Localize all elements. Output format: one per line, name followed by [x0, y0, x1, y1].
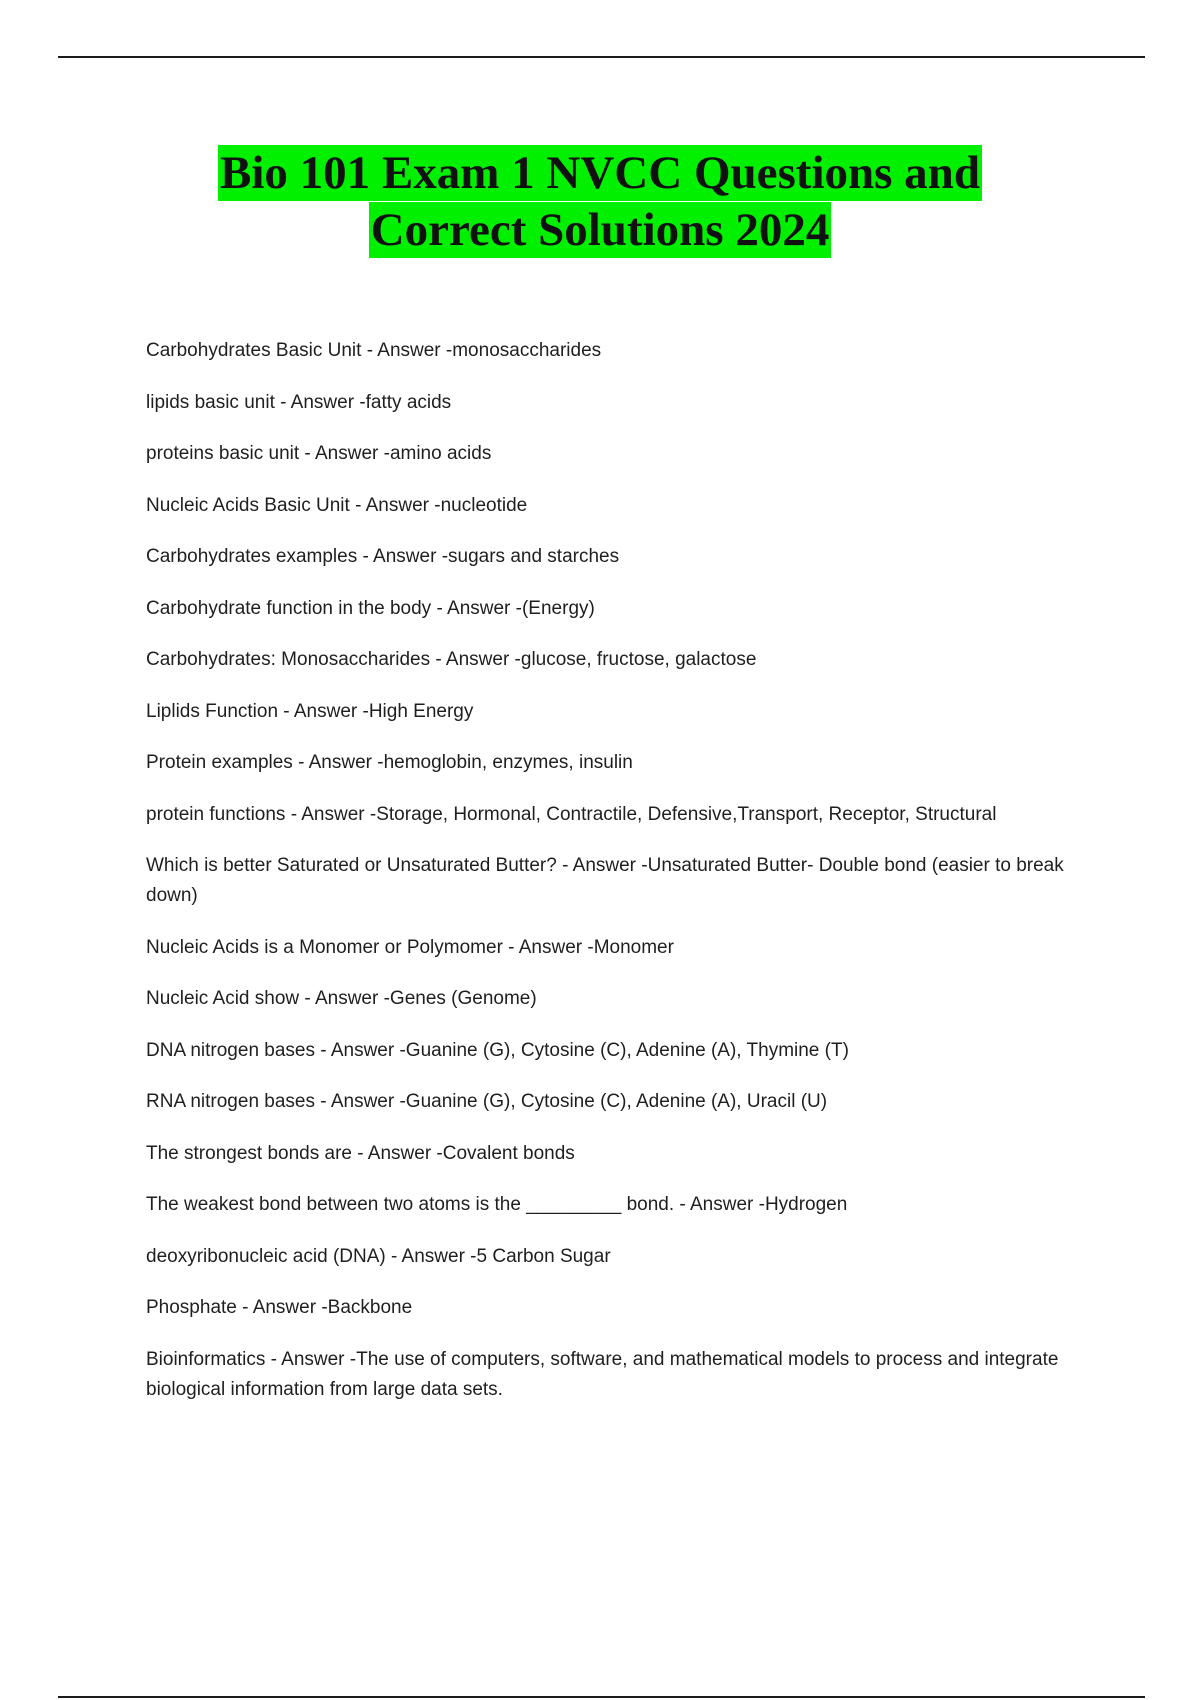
list-item: Carbohydrates: Monosaccharides - Answer -glucose, fructose, galactose — [146, 649, 757, 670]
title-line-2: Correct Solutions 2024 — [370, 204, 830, 256]
list-item: Nucleic Acids is a Monomer or Polymomer - Answer -Monomer — [146, 936, 674, 958]
list-item: proteins basic unit - Answer -amino acids — [146, 443, 492, 464]
qa-list — [146, 336, 1086, 1426]
title-line-1: Bio 101 Exam 1 NVCC Questions and — [220, 147, 980, 199]
list-item: deoxyribonucleic acid (DNA) - Answer -5 Carbon Sugar — [146, 1245, 611, 1267]
list-item: Bioinformatics - Answer -The use of computers, software, and mathematical models to process and integrate biological information from large data sets. — [146, 1348, 1059, 1400]
list-item: lipids basic unit - Answer -fatty acids — [146, 391, 452, 413]
bottom-divider — [58, 1696, 1145, 1698]
list-item: DNA nitrogen bases - Answer -Guanine (G), Cytosine (C), Adenine (A), Thymine (T) — [146, 1039, 849, 1061]
list-item: The strongest bonds are - Answer -Covalent bonds — [146, 1142, 575, 1164]
list-item: Carbohydrate function in the body - Answer -(Energy) — [146, 597, 595, 619]
list-item: Nucleic Acids Basic Unit - Answer -nucleotide — [146, 494, 528, 516]
document-title — [0, 145, 1200, 259]
list-item: Which is better Saturated or Unsaturated Butter? - Answer -Unsaturated Butter- Double bond (easier to break down) — [146, 855, 1064, 906]
list-item: Carbohydrates Basic Unit - Answer -monosaccharides — [146, 340, 602, 361]
list-item: The weakest bond between two atoms is the _________ bond. - Answer -Hydrogen — [146, 1194, 848, 1215]
list-item: Carbohydrates examples - Answer -sugars and starches — [146, 546, 620, 567]
list-item: Phosphate - Answer -Backbone — [146, 1297, 413, 1318]
list-item: protein functions - Answer -Storage, Hormonal, Contractile, Defensive,Transport, Receptor, Structural — [146, 803, 997, 825]
list-item: Nucleic Acid show - Answer -Genes (Genome) — [146, 988, 537, 1009]
top-divider — [58, 56, 1145, 58]
list-item: Protein examples - Answer -hemoglobin, enzymes, insulin — [146, 752, 633, 773]
list-item: Liplids Function - Answer -High Energy — [146, 700, 474, 722]
list-item: RNA nitrogen bases - Answer -Guanine (G), Cytosine (C), Adenine (A), Uracil (U) — [146, 1091, 828, 1112]
